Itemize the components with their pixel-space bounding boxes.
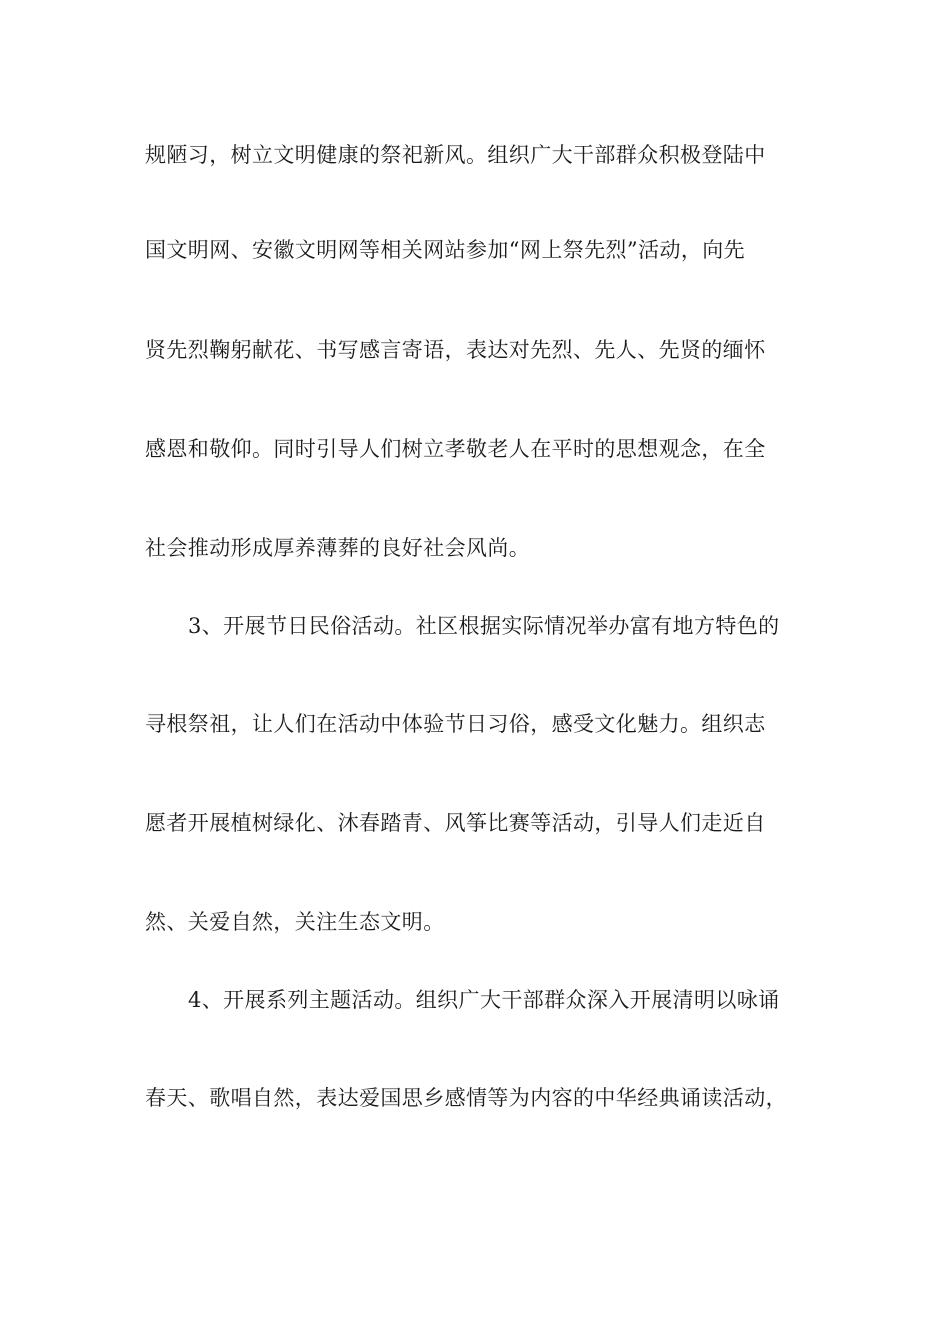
text-line: 愿者开展植树绿化、沐春踏青、风筝比赛等活动，引导人们走近自 [145,811,766,835]
text-line: 社会推动形成厚养薄葬的良好社会风尚。 [145,536,531,560]
text-line: 贤先烈鞠躬献花、书写感言寄语，表达对先烈、先人、先贤的缅怀 [145,338,766,362]
text-line: 规陋习，树立文明健康的祭祀新风。组织广大干部群众积极登陆中 [145,143,766,167]
text-line: 感恩和敬仰。同时引导人们树立孝敬老人在平时的思想观念，在全 [145,437,766,461]
text-line: 国文明网、安徽文明网等相关网站参加“网上祭先烈”活动，向先 [145,238,746,262]
text-line: 寻根祭祖，让人们在活动中体验节日习俗，感受文化魅力。组织志 [145,712,766,736]
text-line: 春天、歌唱自然，表达爱国思乡感情等为内容的中华经典诵读活动， [145,1086,787,1110]
paragraph-3-heading-line: 3、开展节日民俗活动。社区根据实际情况举办富有地方特色的 [188,614,780,638]
text-line: 然、关爱自然，关注生态文明。 [145,910,445,934]
paragraph-4-heading-line: 4、开展系列主题活动。组织广大干部群众深入开展清明以咏诵 [188,988,780,1012]
